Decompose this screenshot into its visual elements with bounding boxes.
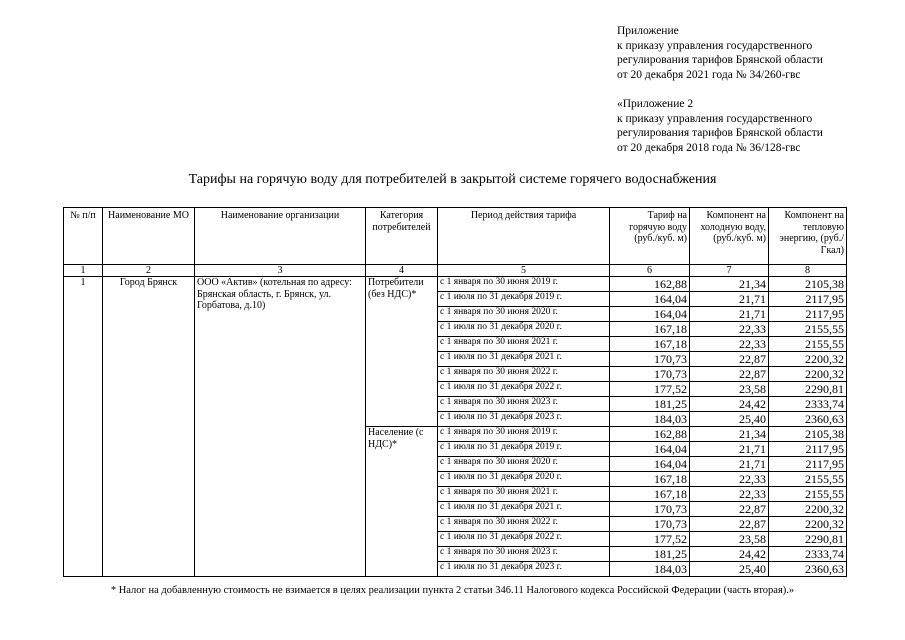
column-header: Компонент на тепловую энергию, (руб./Гкал) [769, 208, 847, 265]
column-number: 8 [769, 265, 847, 277]
cold-water-component: 24,42 [690, 397, 769, 412]
column-header: № п/п [64, 208, 103, 265]
column-header: Тариф на горячую воду (руб./куб. м) [610, 208, 690, 265]
tariff-period: с 1 июля по 31 декабря 2023 г. [438, 562, 610, 577]
tariff-period: с 1 января по 30 июня 2023 г. [438, 397, 610, 412]
hot-water-tariff: 184,03 [610, 562, 690, 577]
column-header: Наименование организации [195, 208, 366, 265]
appendix-line: регулирования тарифов Брянской области [617, 54, 823, 66]
cold-water-component: 21,34 [690, 427, 769, 442]
column-header: Период действия тарифа [438, 208, 610, 265]
tariff-period: с 1 января по 30 июня 2021 г. [438, 487, 610, 502]
tariff-period: с 1 июля по 31 декабря 2023 г. [438, 412, 610, 427]
heat-energy-component: 2155,55 [769, 487, 847, 502]
cold-water-component: 21,71 [690, 307, 769, 322]
hot-water-tariff: 184,03 [610, 412, 690, 427]
heat-energy-component: 2200,32 [769, 367, 847, 382]
tariff-period: с 1 января по 30 июня 2020 г. [438, 457, 610, 472]
cold-water-component: 24,42 [690, 547, 769, 562]
hot-water-tariff: 162,88 [610, 427, 690, 442]
heat-energy-component: 2290,81 [769, 382, 847, 397]
tariff-period: с 1 июля по 31 декабря 2020 г. [438, 322, 610, 337]
column-number: 6 [610, 265, 690, 277]
tariff-period: с 1 января по 30 июня 2022 г. [438, 367, 610, 382]
cold-water-component: 23,58 [690, 532, 769, 547]
consumer-category: Население (с НДС)* [366, 427, 438, 577]
appendix-2-header [617, 97, 897, 155]
tariff-period: с 1 января по 30 июня 2019 г. [438, 427, 610, 442]
appendix-2-line: «Приложение 2 [617, 98, 694, 110]
heat-energy-component: 2200,32 [769, 502, 847, 517]
cold-water-component: 21,71 [690, 442, 769, 457]
hot-water-tariff: 164,04 [610, 442, 690, 457]
tariff-table [63, 207, 847, 577]
appendix-header [617, 24, 897, 82]
tariff-period: с 1 июля по 31 декабря 2022 г. [438, 382, 610, 397]
hot-water-tariff: 164,04 [610, 292, 690, 307]
cold-water-component: 22,87 [690, 502, 769, 517]
heat-energy-component: 2105,38 [769, 427, 847, 442]
column-number-row [64, 265, 847, 277]
heat-energy-component: 2360,63 [769, 562, 847, 577]
tariff-period: с 1 июля по 31 декабря 2021 г. [438, 502, 610, 517]
hot-water-tariff: 167,18 [610, 337, 690, 352]
tariff-period: с 1 июля по 31 декабря 2019 г. [438, 292, 610, 307]
cold-water-component: 22,33 [690, 487, 769, 502]
heat-energy-component: 2117,95 [769, 292, 847, 307]
column-number: 2 [103, 265, 195, 277]
tariff-period: с 1 июля по 31 декабря 2020 г. [438, 472, 610, 487]
heat-energy-component: 2333,74 [769, 397, 847, 412]
column-number: 7 [690, 265, 769, 277]
hot-water-tariff: 167,18 [610, 472, 690, 487]
tariff-period: с 1 июля по 31 декабря 2021 г. [438, 352, 610, 367]
heat-energy-component: 2155,55 [769, 337, 847, 352]
tariff-period: с 1 января по 30 июня 2019 г. [438, 277, 610, 292]
heat-energy-component: 2360,63 [769, 412, 847, 427]
cold-water-component: 22,33 [690, 322, 769, 337]
organization-name: ООО «Актив» (котельная по адресу: Брянская область, г. Брянск, ул. Горбатова, д.10) [195, 277, 366, 577]
column-header: Наименование МО [103, 208, 195, 265]
heat-energy-component: 2200,32 [769, 517, 847, 532]
cold-water-component: 21,71 [690, 292, 769, 307]
hot-water-tariff: 177,52 [610, 382, 690, 397]
cold-water-component: 25,40 [690, 562, 769, 577]
heat-energy-component: 2105,38 [769, 277, 847, 292]
consumer-category: Потребители (без НДС)* [366, 277, 438, 427]
row-index: 1 [64, 277, 103, 577]
hot-water-tariff: 177,52 [610, 532, 690, 547]
column-number: 1 [64, 265, 103, 277]
appendix-2-line: к приказу управления государственного [617, 112, 813, 125]
hot-water-tariff: 167,18 [610, 322, 690, 337]
cold-water-component: 21,71 [690, 457, 769, 472]
appendix-line: к приказу управления государственного [617, 39, 813, 52]
appendix-line: Приложение [617, 25, 679, 37]
hot-water-tariff: 162,88 [610, 277, 690, 292]
heat-energy-component: 2200,32 [769, 352, 847, 367]
appendix-line: от 20 декабря 2021 года № 34/260-гвс [617, 68, 801, 81]
tariff-period: с 1 января по 30 июня 2021 г. [438, 337, 610, 352]
table-row [64, 277, 847, 292]
column-header: Компонент на холодную воду, (руб./куб. м) [690, 208, 769, 265]
column-number: 5 [438, 265, 610, 277]
tariff-period: с 1 января по 30 июня 2023 г. [438, 547, 610, 562]
cold-water-component: 23,58 [690, 382, 769, 397]
hot-water-tariff: 167,18 [610, 487, 690, 502]
cold-water-component: 22,87 [690, 352, 769, 367]
hot-water-tariff: 170,73 [610, 502, 690, 517]
heat-energy-component: 2117,95 [769, 442, 847, 457]
heat-energy-component: 2117,95 [769, 307, 847, 322]
heat-energy-component: 2155,55 [769, 472, 847, 487]
table-header-row [64, 208, 847, 265]
cold-water-component: 25,40 [690, 412, 769, 427]
column-header: Категория потребителей [366, 208, 438, 265]
tariff-period: с 1 января по 30 июня 2022 г. [438, 517, 610, 532]
hot-water-tariff: 170,73 [610, 352, 690, 367]
hot-water-tariff: 181,25 [610, 397, 690, 412]
column-number: 3 [195, 265, 366, 277]
cold-water-component: 21,34 [690, 277, 769, 292]
document-title: Тарифы на горячую воду для потребителей в закрытой системе горячего водоснабжения [188, 172, 717, 187]
cold-water-component: 22,87 [690, 517, 769, 532]
hot-water-tariff: 170,73 [610, 517, 690, 532]
heat-energy-component: 2155,55 [769, 322, 847, 337]
cold-water-component: 22,33 [690, 337, 769, 352]
column-number: 4 [366, 265, 438, 277]
hot-water-tariff: 181,25 [610, 547, 690, 562]
footnote: * Налог на добавленную стоимость не взимается в целях реализации пункта 2 статьи 346.11 Налогового кодекса Российской Федерации (часть вторая).» [110, 585, 795, 596]
hot-water-tariff: 164,04 [610, 307, 690, 322]
appendix-2-line: регулирования тарифов Брянской области [617, 127, 823, 139]
cold-water-component: 22,87 [690, 367, 769, 382]
heat-energy-component: 2333,74 [769, 547, 847, 562]
tariff-period: с 1 января по 30 июня 2020 г. [438, 307, 610, 322]
hot-water-tariff: 164,04 [610, 457, 690, 472]
heat-energy-component: 2290,81 [769, 532, 847, 547]
municipality-name: Город Брянск [103, 277, 195, 577]
appendix-2-line: от 20 декабря 2018 года № 36/128-гвс [617, 141, 801, 154]
cold-water-component: 22,33 [690, 472, 769, 487]
hot-water-tariff: 170,73 [610, 367, 690, 382]
tariff-period: с 1 июля по 31 декабря 2019 г. [438, 442, 610, 457]
tariff-period: с 1 июля по 31 декабря 2022 г. [438, 532, 610, 547]
heat-energy-component: 2117,95 [769, 457, 847, 472]
